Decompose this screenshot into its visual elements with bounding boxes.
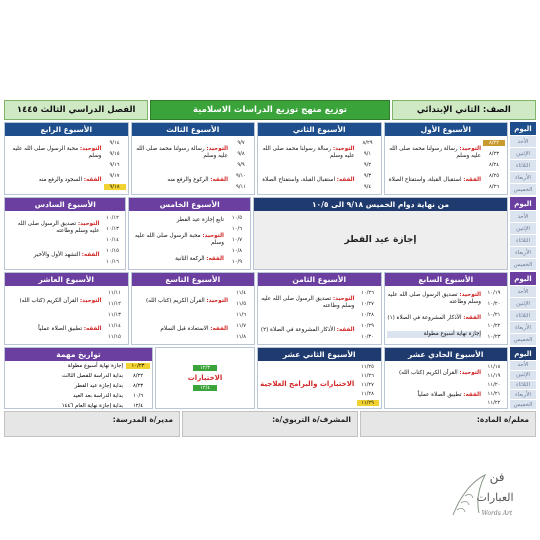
fiqh-lesson: الركعة الثانية [175, 256, 205, 263]
date: ١٠/١٦ [106, 259, 119, 266]
row-weeks-7-10 [4, 272, 536, 345]
day-header: اليوم [510, 122, 536, 135]
holiday-text: إجازة عيد الفطر [344, 235, 417, 245]
week-note: تابع إجازة عيد الفطر [176, 216, 224, 223]
date: ٨/٢٦ [488, 184, 500, 191]
event-date: ١٢/٤ [132, 403, 144, 409]
event-row [7, 363, 150, 369]
date: ٨/٢٣ [488, 150, 500, 157]
date: ١١/١٥ [108, 334, 121, 341]
exams-label: الاختبارات [187, 374, 223, 382]
date: ١١/٦ [235, 311, 247, 318]
fiqh-label: الفقه: [336, 327, 355, 334]
days-column [510, 272, 536, 345]
tawheed-label: التوحيد: [459, 369, 481, 376]
day-tue: الثلاثاء [510, 235, 536, 246]
day-tue: الثلاثاء [510, 160, 536, 171]
tawheed-lesson: تصديق الرسول صلى الله عليه وسلم وطاعته [261, 295, 355, 309]
fiqh-label: الفقه: [336, 177, 355, 184]
fiqh-lesson: تطبيق الصلاة عملياً [417, 392, 462, 399]
fiqh-label: الفقه: [206, 256, 224, 263]
week-dates [101, 212, 123, 268]
grade-label: الصف: الثاني الإبتدائي [392, 100, 536, 120]
fiqh-lesson: استقبال القبلة، واستفتاح الصلاة [262, 177, 336, 184]
tawheed-label: التوحيد: [332, 295, 355, 302]
exams-remedial-text: الاختبارات والبرامج العلاجية [260, 380, 355, 389]
date: ١١/٢٥ [361, 363, 374, 370]
date: ١١/٢٦ [361, 372, 374, 379]
logo-text-3: Words Art [481, 510, 513, 517]
row-weeks-1-4 [4, 122, 536, 195]
date: ١١/٢٠ [487, 381, 501, 388]
day-thu: الخميس [510, 184, 536, 195]
date: ١١/٤ [235, 289, 247, 296]
date: ١٠/١٣ [106, 225, 119, 232]
exam-row [193, 365, 217, 371]
tawheed-lesson: القرآن الكريم (كتاب الله) [398, 369, 458, 376]
event-text: بداية إجازة نهاية العام ١٤٤٦ [61, 403, 123, 409]
exam-date: ١٢/٣ [193, 365, 217, 371]
date: ٨/٢٤ [488, 161, 500, 168]
week-dates [483, 137, 505, 193]
event-row [7, 383, 150, 389]
fiqh-label: الفقه: [463, 392, 481, 399]
event-row [7, 393, 150, 399]
signature-footer [4, 411, 536, 437]
week-dates [104, 137, 126, 193]
week-title: الأسبوع الثالث [132, 123, 255, 136]
tawheed-label: التوحيد: [206, 145, 228, 152]
event-text: إجازة نهاية أسبوع مطولة [67, 363, 123, 369]
week-dates [230, 137, 252, 193]
date: ١١/٢٢ [487, 399, 501, 406]
logo-text-1: فن [489, 470, 505, 484]
date: ١٠/١٤ [106, 236, 119, 243]
date: ١١/١٩ [487, 372, 501, 379]
tawheed-lesson: القرآن الكريم (كتاب الله) [145, 297, 205, 304]
date: ١١/٧ [235, 323, 247, 330]
tawheed-label: التوحيد: [459, 291, 481, 298]
week-title: الأسبوع الثاني عشر [258, 348, 381, 361]
date: ٩/١٠ [235, 173, 247, 180]
date: ١٠/٢٢ [487, 323, 501, 330]
date: ١٠/١٥ [106, 248, 119, 255]
date: ١٠/٢٠ [487, 300, 501, 307]
date: ١٠/٦ [231, 225, 243, 232]
tawheed-label: التوحيد: [202, 233, 224, 239]
exam-date: ١٢/٤ [193, 385, 217, 391]
tawheed-lesson: محبة الرسول صلى الله عليه وسلم [12, 145, 102, 159]
date: ٩/٢ [363, 161, 372, 168]
fiqh-lesson: الركوع والرفع منه [167, 177, 209, 184]
fiqh-label: الفقه: [210, 177, 228, 184]
fiqh-lesson: تطبيق الصلاة عملياً [38, 325, 83, 332]
day-thu: الخميس [510, 259, 536, 270]
tawheed-label: التوحيد: [79, 145, 102, 152]
header-bar [4, 100, 536, 120]
day-wed: الأربعاء [510, 172, 536, 183]
week-dates [104, 287, 126, 343]
date: ١٠/٢٣ [487, 334, 501, 341]
day-wed: الأربعاء [510, 322, 536, 333]
tawheed-label: التوحيد: [79, 297, 102, 304]
tawheed-label: التوحيد: [77, 220, 100, 227]
date: ٩/١٤ [109, 139, 120, 146]
event-text: بداية الدراسة بعد العيد [73, 393, 123, 399]
tawheed-lesson: تصديق الرسول صلى الله عليه وسلم وطاعته [17, 220, 100, 234]
date: ١١/١٣ [108, 311, 121, 318]
week-title: الأسبوع الحادي عشر [385, 348, 508, 361]
week-title: الأسبوع الثاني [258, 123, 381, 136]
row-weeks-5-6 [4, 197, 536, 270]
date: ١١/٢١ [487, 390, 501, 397]
holiday-title: من نهاية دوام الخميس ٩/١٨ الى ١٠/٥ [254, 198, 507, 211]
fiqh-lesson: الاستعادة قبل السلام [160, 325, 209, 332]
fiqh-label: الفقه: [463, 177, 481, 184]
week-5 [128, 197, 250, 270]
important-dates-title: تواريخ مهمة [5, 348, 152, 361]
event-text: بداية الدراسة للفصل الثالث [61, 373, 123, 379]
fiqh-label: الفقه: [81, 252, 100, 259]
date: ٩/١٧ [109, 173, 120, 180]
exam-row [193, 385, 217, 391]
week-title: الأسبوع العاشر [5, 273, 128, 286]
date: ٩/٨ [237, 150, 245, 157]
event-date: ٨/٢٢ [132, 373, 144, 379]
fiqh-label: الفقه: [210, 325, 228, 332]
date: ١٠/٢٦ [361, 289, 374, 296]
date: ٩/٩ [237, 161, 245, 168]
days-column [510, 347, 536, 409]
date: ١١/٢٩ [357, 400, 379, 406]
date: ١٠/٢٧ [361, 300, 374, 307]
date: ١٠/٩ [231, 259, 243, 266]
day-tue: الثلاثاء [510, 310, 536, 321]
date: ١٠/٨ [231, 248, 243, 255]
day-sun: الأحد [510, 361, 536, 370]
week-1 [384, 122, 509, 195]
date: ١٠/٣٠ [361, 334, 374, 341]
day-wed: الأربعاء [510, 390, 536, 399]
week-title: الأسبوع التاسع [132, 273, 255, 286]
date: ١٠/٥ [231, 214, 243, 221]
date: ٩/١١ [235, 184, 247, 191]
day-thu: الخميس [510, 400, 536, 409]
week-note: إجازة نهاية أسبوع مطولة [387, 331, 482, 338]
day-sun: الأحد [510, 286, 536, 297]
date: ٩/٧ [237, 139, 245, 146]
teacher-signature: معلم/ة المادة: [360, 411, 536, 437]
week-title: الأسبوع الخامس [129, 198, 249, 211]
day-mon: الإثنين [510, 148, 536, 159]
curriculum-sheet [4, 100, 536, 435]
week-dates [483, 287, 505, 343]
tawheed-lesson: محبة الرسول صلى الله عليه وسلم [134, 233, 224, 246]
day-mon: الإثنين [510, 371, 536, 380]
week-dates [357, 362, 379, 407]
date: ١١/١٨ [487, 363, 501, 370]
date: ١٠/٧ [231, 236, 243, 243]
date: ١٠/١٩ [487, 289, 501, 296]
event-date: ٨/٢٣ [132, 383, 144, 389]
date: ١١/٨ [235, 334, 247, 341]
week-10 [4, 272, 129, 345]
fiqh-lesson: استقبال القبلة، واستفتاح الصلاة [388, 177, 462, 184]
eid-holiday-block [253, 197, 508, 270]
week-6 [4, 197, 126, 270]
fiqh-label: الفقه: [83, 177, 102, 184]
date: ١٠/١٢ [106, 214, 119, 221]
week-dates [230, 287, 252, 343]
days-column [510, 122, 536, 195]
day-sun: الأحد [510, 211, 536, 222]
sheet-title: توزيع منهج توزيع الدراسات الاسلامية [150, 100, 389, 120]
event-text: بداية إجازة عيد الفطر [74, 383, 123, 389]
fiqh-lesson: التشهد الأول والأخير [33, 252, 80, 259]
exams-block [155, 347, 255, 409]
fiqh-lesson: الأذكار المشروعة في الصلاة (٢) [260, 327, 336, 334]
week-title: الأسبوع السابع [385, 273, 508, 286]
date: ٩/١٨ [104, 184, 126, 190]
week-3 [131, 122, 256, 195]
event-date: ١٠/٢٣ [126, 363, 150, 369]
event-row [7, 403, 150, 409]
day-wed: الأربعاء [510, 247, 536, 258]
week-title: الأسبوع الثامن [258, 273, 381, 286]
week-dates [483, 362, 505, 407]
day-tue: الثلاثاء [510, 381, 536, 390]
days-column [510, 197, 536, 270]
event-row [7, 373, 150, 379]
week-12 [257, 347, 382, 409]
date: ٨/٢٢ [483, 140, 505, 146]
day-thu: الخميس [510, 334, 536, 345]
important-dates [4, 347, 153, 409]
day-header: اليوم [510, 197, 536, 210]
words-art-logo [445, 455, 525, 535]
date: ٩/١٦ [109, 161, 120, 168]
date: ١١/٢٨ [361, 390, 374, 397]
date: ٨/٢٩ [362, 139, 373, 146]
week-title: الأسبوع الأول [385, 123, 508, 136]
week-title: الأسبوع الرابع [5, 123, 128, 136]
date: ١١/١٢ [108, 300, 121, 307]
day-header: اليوم [510, 272, 536, 285]
row-weeks-11-12 [4, 347, 536, 409]
week-7 [384, 272, 509, 345]
tawheed-lesson: رسالة رسولنا محمد صلى الله عليه وسلم [389, 145, 481, 159]
tawheed-lesson: القرآن الكريم (كتاب الله) [19, 297, 79, 304]
term-label: الفصل الدراسي الثالث ١٤٤٥ [4, 100, 148, 120]
fiqh-lesson: السجود والرفع منه [38, 177, 83, 184]
date: ١١/٢٧ [361, 381, 374, 388]
principal-signature: مدير/ة المدرسة: [4, 411, 180, 437]
date: ٩/٤ [363, 184, 372, 191]
week-4 [4, 122, 129, 195]
date: ١٠/٢١ [487, 311, 501, 318]
tawheed-label: التوحيد: [206, 297, 228, 304]
supervisor-signature: المشرف/ة التربوي/ة: [182, 411, 358, 437]
fiqh-label: الفقه: [463, 314, 481, 321]
date: ١١/١٤ [108, 323, 121, 330]
day-mon: الإثنين [510, 223, 536, 234]
date: ١٠/٢٨ [361, 311, 374, 318]
week-2 [257, 122, 382, 195]
week-dates [357, 287, 379, 343]
logo-text-2: العبارات [476, 491, 514, 504]
week-dates [357, 137, 379, 193]
date: ٩/١ [363, 150, 372, 157]
fiqh-lesson: الأذكار المشروعة في الصلاة (١) [387, 314, 462, 321]
day-mon: الإثنين [510, 298, 536, 309]
day-header: اليوم [510, 347, 536, 360]
week-8 [257, 272, 382, 345]
date: ٩/١٥ [109, 150, 120, 157]
date: ١١/١١ [108, 289, 121, 296]
tawheed-label: التوحيد: [459, 145, 481, 152]
event-date: ١٠/٦ [132, 393, 144, 399]
week-dates [226, 212, 248, 268]
tawheed-label: التوحيد: [332, 145, 355, 152]
date: ٨/٢٥ [488, 173, 500, 180]
fiqh-label: الفقه: [83, 325, 102, 332]
tawheed-lesson: رسالة رسولنا محمد صلى الله عليه وسلم [136, 145, 228, 159]
tawheed-lesson: رسالة رسولنا محمد صلى الله عليه وسلم [262, 145, 355, 159]
week-11 [384, 347, 509, 409]
day-sun: الأحد [510, 136, 536, 147]
date: ٩/٣ [363, 173, 372, 180]
tawheed-lesson: تصديق الرسول صلى الله عليه وسلم وطاعته [387, 291, 481, 305]
date: ١٠/٢٩ [361, 323, 374, 330]
date: ١١/٥ [235, 300, 247, 307]
week-title: الأسبوع السادس [5, 198, 125, 211]
week-9 [131, 272, 256, 345]
